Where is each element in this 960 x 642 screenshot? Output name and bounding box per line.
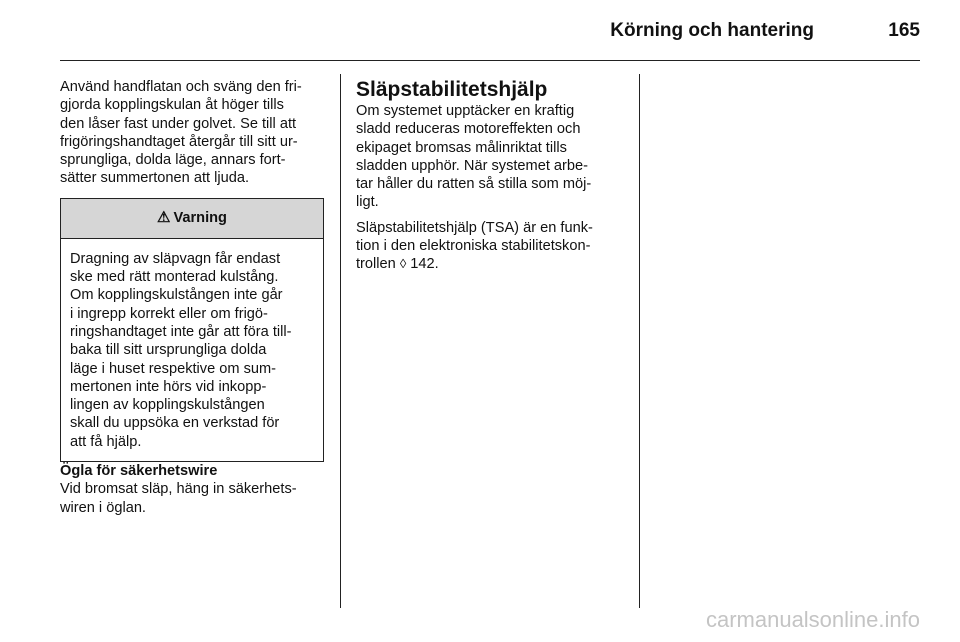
page-number: 165 <box>888 20 920 41</box>
subheading: Ögla för säkerhetswire <box>60 463 218 480</box>
subheading-paragraph: Vid bromsat släp, häng in säkerhets- wiren i öglan. <box>60 481 297 516</box>
warning-triangle-icon: ⚠ <box>157 209 171 227</box>
header-title: Körning och hantering <box>610 20 814 41</box>
watermark: carmanualsonline.info <box>705 607 920 632</box>
section-paragraph-2-text: Släpstabilitetshjälp (TSA) är en funk- tion i den elektroniska stabilitetskon- trollen <box>356 219 593 273</box>
page-reference-link[interactable]: 142. <box>406 256 439 273</box>
column-divider-left <box>340 74 341 608</box>
warning-box <box>60 198 324 462</box>
column-divider-right <box>639 74 640 608</box>
section-paragraph-1: Om systemet upptäcker en kraftig sladd reduceras motoreffekten och ekipaget bromsas målinriktat tills sladden upphör. När systemet arbe- tar håller du ratten så stilla som möj- ligt. <box>356 103 592 211</box>
intro-paragraph: Använd handflatan och sväng den fri- gjorda kopplingskulan åt höger tills den låser fast under golvet. Se till att frigöringshandtaget återgår till sitt ur- sprungliga, dolda läge, annars fort- sätter summertonen att ljuda. <box>60 79 302 187</box>
page-reference-icon: ◊ <box>399 256 407 272</box>
middle-column <box>356 78 626 274</box>
section-title: Släpstabilitetshjälp <box>356 78 548 101</box>
section-paragraph-2 <box>356 219 626 274</box>
warning-body: Dragning av släpvagn får endast ske med rätt monterad kulstång. Om kopplingskulstången inte går i ingrepp korrekt eller om frigö- ringshandtaget inte går att föra till- baka till sitt ursprungliga dolda läge i huset respektive om sum- mertonen inte hörs vid inkopp- lingen av kopplingskulstången skall du uppsöka en verkstad för att få hjälp. <box>70 250 292 450</box>
warning-title: Varning <box>173 210 227 227</box>
left-column <box>60 78 326 517</box>
header-divider <box>60 60 920 61</box>
warning-header <box>61 199 323 239</box>
